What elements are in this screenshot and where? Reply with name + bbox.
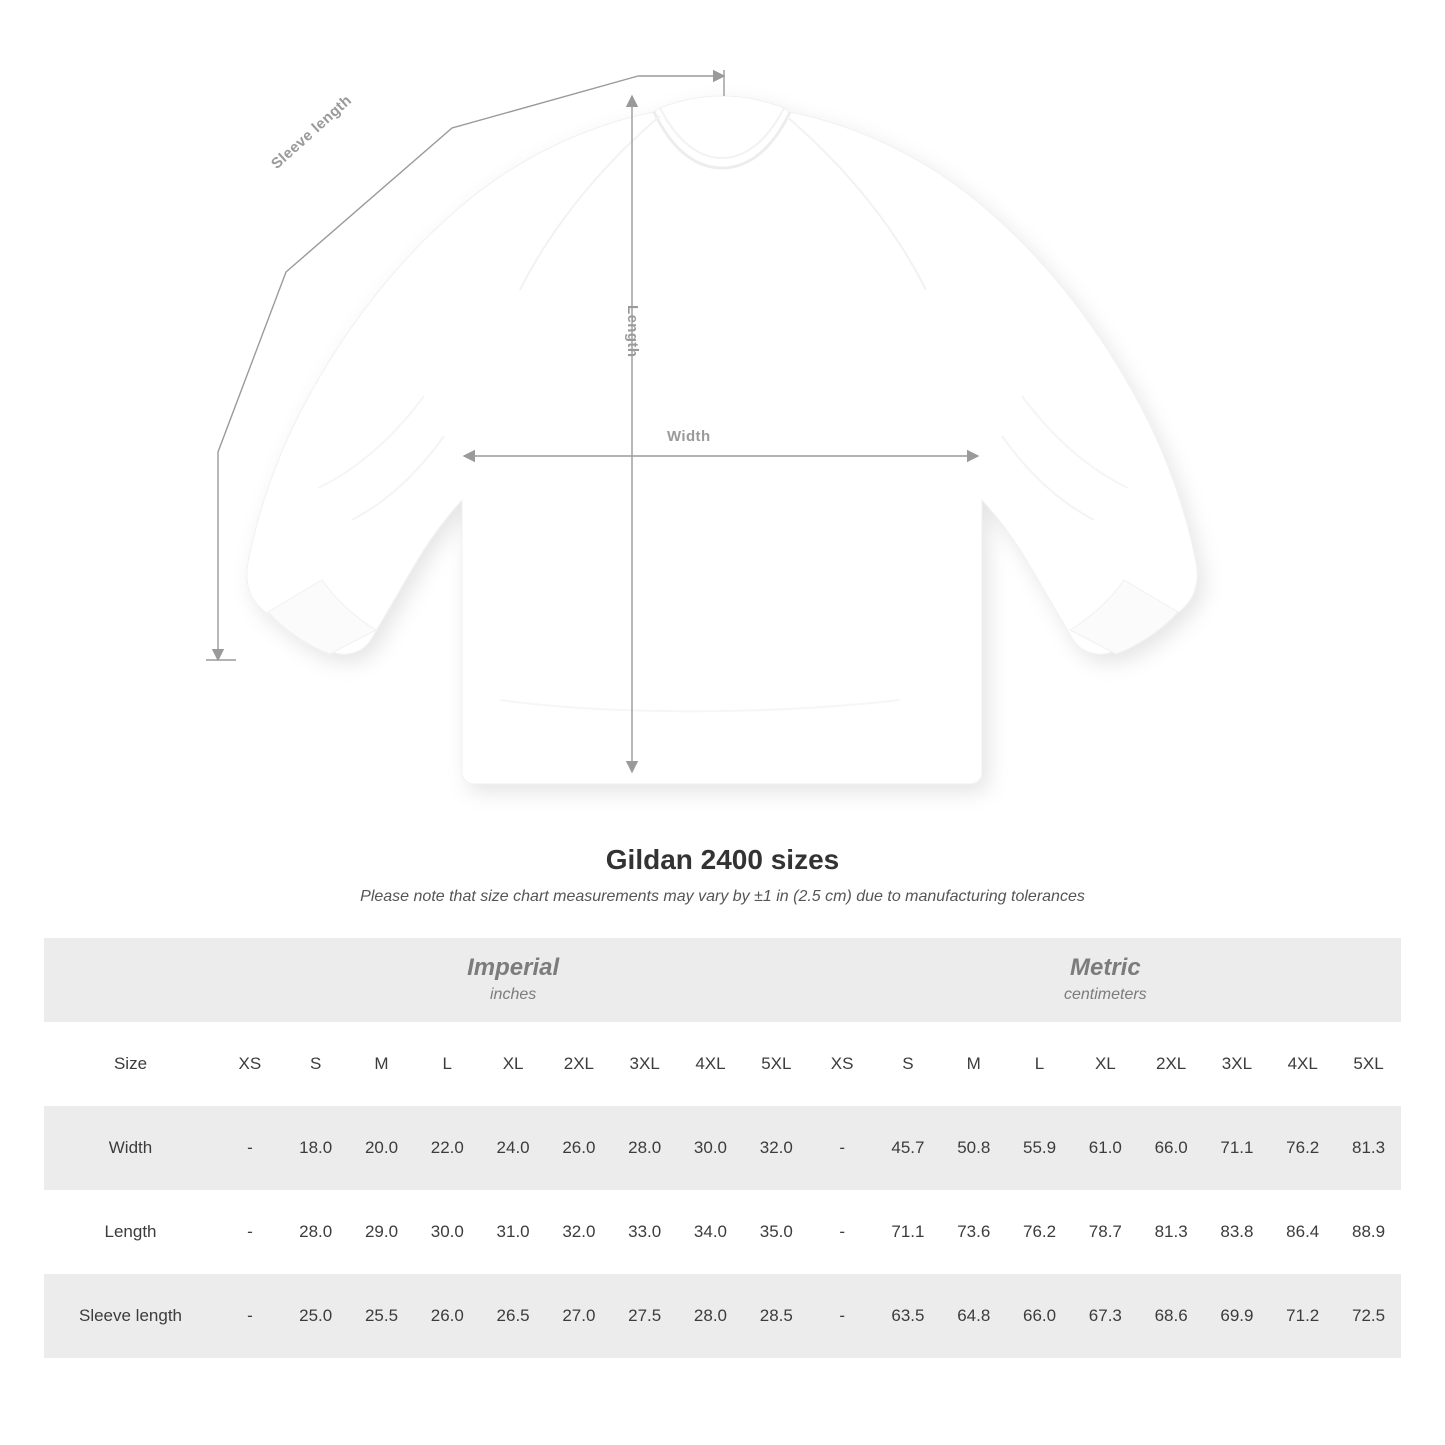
column-header-size-2xl: 2XL xyxy=(1138,1022,1204,1106)
tolerance-note: Please note that size chart measurements may vary by ±1 in (2.5 cm) due to manufacturing tolerances xyxy=(360,888,1085,905)
cell-width-metric-l: 55.9 xyxy=(1007,1106,1073,1190)
cell-width-imperial-m: 20.0 xyxy=(349,1106,415,1190)
cell-length-imperial-l: 30.0 xyxy=(414,1190,480,1274)
column-header-size-xl: XL xyxy=(1072,1022,1138,1106)
cell-length-metric-l: 76.2 xyxy=(1007,1190,1073,1274)
row-header-width: Width xyxy=(44,1106,217,1190)
column-header-size-l: L xyxy=(1007,1022,1073,1106)
cell-length-imperial-m: 29.0 xyxy=(349,1190,415,1274)
cell-width-metric-3xl: 71.1 xyxy=(1204,1106,1270,1190)
cell-width-metric-xs: - xyxy=(809,1106,875,1190)
cell-sleeve-length-imperial-xl: 26.5 xyxy=(480,1274,546,1358)
column-header-size-xl: XL xyxy=(480,1022,546,1106)
cell-width-metric-2xl: 66.0 xyxy=(1138,1106,1204,1190)
title-block xyxy=(0,844,1445,906)
system-unit: centimeters xyxy=(1063,986,1147,1003)
cell-sleeve-length-metric-l: 66.0 xyxy=(1007,1274,1073,1358)
table-size-header-row xyxy=(44,1022,1401,1106)
cell-sleeve-length-imperial-m: 25.5 xyxy=(349,1274,415,1358)
column-header-size-s: S xyxy=(875,1022,941,1106)
page-title: Gildan 2400 sizes xyxy=(605,844,840,875)
column-header-size-5xl: 5XL xyxy=(743,1022,809,1106)
cell-sleeve-length-imperial-2xl: 27.0 xyxy=(546,1274,612,1358)
cell-sleeve-length-metric-2xl: 68.6 xyxy=(1138,1274,1204,1358)
cell-width-metric-s: 45.7 xyxy=(875,1106,941,1190)
cell-length-metric-s: 71.1 xyxy=(875,1190,941,1274)
system-header-metric xyxy=(809,938,1401,1022)
system-name: Metric xyxy=(1070,954,1141,981)
column-header-size-5xl: 5XL xyxy=(1336,1022,1402,1106)
column-header-size: Size xyxy=(44,1022,217,1106)
table-row xyxy=(44,1274,1401,1358)
table-row xyxy=(44,1190,1401,1274)
cell-width-imperial-xl: 24.0 xyxy=(480,1106,546,1190)
cell-width-imperial-3xl: 28.0 xyxy=(612,1106,678,1190)
table-system-header-row xyxy=(44,938,1401,1022)
cell-sleeve-length-imperial-4xl: 28.0 xyxy=(678,1274,744,1358)
system-unit: inches xyxy=(490,986,537,1003)
cell-width-imperial-s: 18.0 xyxy=(283,1106,349,1190)
column-header-size-l: L xyxy=(414,1022,480,1106)
cell-length-metric-4xl: 86.4 xyxy=(1270,1190,1336,1274)
cell-width-imperial-2xl: 26.0 xyxy=(546,1106,612,1190)
size-chart-table-wrap xyxy=(0,938,1445,1358)
column-header-size-4xl: 4XL xyxy=(1270,1022,1336,1106)
cell-sleeve-length-metric-4xl: 71.2 xyxy=(1270,1274,1336,1358)
column-header-size-4xl: 4XL xyxy=(678,1022,744,1106)
cell-sleeve-length-imperial-s: 25.0 xyxy=(283,1274,349,1358)
cell-length-imperial-xl: 31.0 xyxy=(480,1190,546,1274)
cell-width-imperial-4xl: 30.0 xyxy=(678,1106,744,1190)
cell-sleeve-length-metric-3xl: 69.9 xyxy=(1204,1274,1270,1358)
cell-length-metric-m: 73.6 xyxy=(941,1190,1007,1274)
column-header-size-xs: XS xyxy=(217,1022,283,1106)
row-header-sleeve-length: Sleeve length xyxy=(44,1274,217,1358)
cell-width-imperial-xs: - xyxy=(217,1106,283,1190)
cell-sleeve-length-metric-xs: - xyxy=(809,1274,875,1358)
system-header-spacer xyxy=(44,938,217,1022)
width-label: Width xyxy=(667,428,711,445)
cell-sleeve-length-imperial-xs: - xyxy=(217,1274,283,1358)
cell-sleeve-length-metric-m: 64.8 xyxy=(941,1274,1007,1358)
size-chart-table xyxy=(44,938,1401,1358)
cell-length-metric-5xl: 88.9 xyxy=(1336,1190,1402,1274)
column-header-size-s: S xyxy=(283,1022,349,1106)
cell-sleeve-length-imperial-l: 26.0 xyxy=(414,1274,480,1358)
cell-length-imperial-4xl: 34.0 xyxy=(678,1190,744,1274)
column-header-size-m: M xyxy=(349,1022,415,1106)
cell-length-imperial-xs: - xyxy=(217,1190,283,1274)
table-row xyxy=(44,1106,1401,1190)
sleeve-length-label: Sleeve length xyxy=(268,91,356,173)
cell-width-imperial-l: 22.0 xyxy=(414,1106,480,1190)
cell-length-metric-2xl: 81.3 xyxy=(1138,1190,1204,1274)
cell-length-metric-3xl: 83.8 xyxy=(1204,1190,1270,1274)
cell-width-metric-4xl: 76.2 xyxy=(1270,1106,1336,1190)
length-label: Length xyxy=(624,305,641,358)
cell-sleeve-length-imperial-3xl: 27.5 xyxy=(612,1274,678,1358)
shirt-shape xyxy=(247,96,1197,784)
cell-length-imperial-2xl: 32.0 xyxy=(546,1190,612,1274)
cell-sleeve-length-imperial-5xl: 28.5 xyxy=(743,1274,809,1358)
cell-width-imperial-5xl: 32.0 xyxy=(743,1106,809,1190)
cell-length-metric-xl: 78.7 xyxy=(1072,1190,1138,1274)
cell-length-imperial-5xl: 35.0 xyxy=(743,1190,809,1274)
column-header-size-3xl: 3XL xyxy=(612,1022,678,1106)
cell-sleeve-length-metric-s: 63.5 xyxy=(875,1274,941,1358)
cell-length-metric-xs: - xyxy=(809,1190,875,1274)
cell-width-metric-xl: 61.0 xyxy=(1072,1106,1138,1190)
column-header-size-m: M xyxy=(941,1022,1007,1106)
cell-width-metric-5xl: 81.3 xyxy=(1336,1106,1402,1190)
column-header-size-xs: XS xyxy=(809,1022,875,1106)
cell-width-metric-m: 50.8 xyxy=(941,1106,1007,1190)
column-header-size-2xl: 2XL xyxy=(546,1022,612,1106)
row-header-length: Length xyxy=(44,1190,217,1274)
cell-length-imperial-s: 28.0 xyxy=(283,1190,349,1274)
column-header-size-3xl: 3XL xyxy=(1204,1022,1270,1106)
cell-length-imperial-3xl: 33.0 xyxy=(612,1190,678,1274)
system-header-imperial xyxy=(217,938,809,1022)
cell-sleeve-length-metric-xl: 67.3 xyxy=(1072,1274,1138,1358)
cell-sleeve-length-metric-5xl: 72.5 xyxy=(1336,1274,1402,1358)
system-name: Imperial xyxy=(467,954,560,981)
